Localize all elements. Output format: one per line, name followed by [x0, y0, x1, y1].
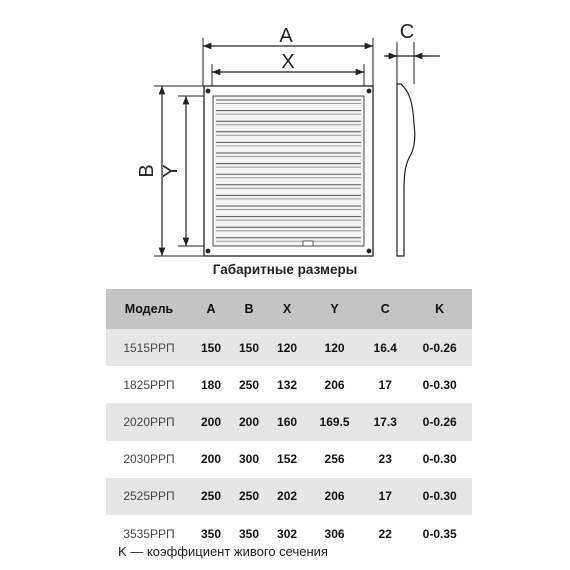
- cell-b: 250: [230, 478, 268, 515]
- cell-k: 0-0.30: [422, 452, 457, 467]
- cell-y: 169.5: [306, 403, 363, 440]
- label-x: X: [281, 51, 295, 73]
- cell-y: 206: [306, 478, 363, 515]
- header-k: K: [407, 289, 472, 329]
- table-row: [106, 329, 472, 366]
- cell-b: 300: [239, 452, 260, 467]
- specification-table: [106, 289, 472, 552]
- cell-model: 1515РРП: [106, 329, 192, 366]
- cell-x: 132: [277, 377, 298, 392]
- cell-b: 150: [230, 329, 268, 366]
- cell-y: 306: [324, 526, 345, 541]
- cell-x: 160: [268, 403, 306, 440]
- cell-a: 180: [200, 377, 222, 392]
- cell-a: 200: [200, 452, 222, 467]
- header-c: C: [363, 289, 407, 329]
- label-a: A: [279, 25, 293, 47]
- cell-model: 3535РРП: [123, 526, 175, 541]
- cell-x: 120: [268, 329, 306, 366]
- label-y: Y: [160, 164, 182, 178]
- cell-c: 16.4: [363, 329, 407, 366]
- header-x: X: [268, 289, 306, 329]
- table-header-row: [106, 289, 472, 329]
- cell-b: 350: [239, 526, 260, 541]
- cell-k: 0-0.30: [422, 377, 457, 392]
- table-row: [106, 441, 472, 478]
- cell-model: 1825РРП: [123, 377, 175, 392]
- cell-x: 202: [268, 478, 306, 515]
- cell-c: 22: [378, 526, 392, 541]
- cell-a: 200: [192, 403, 230, 440]
- cell-b: 200: [230, 403, 268, 440]
- label-b: B: [136, 164, 158, 178]
- label-c: C: [399, 21, 415, 43]
- cell-a: 250: [192, 478, 230, 515]
- header-model: Модель: [106, 289, 192, 329]
- cell-y: 206: [324, 377, 345, 392]
- grille-side-profile: [397, 84, 415, 256]
- grille-front-view: [204, 86, 373, 256]
- dimension-drawing: [0, 0, 570, 270]
- cell-y: 120: [306, 329, 363, 366]
- header-a: A: [192, 289, 230, 329]
- cell-x: 152: [277, 452, 298, 467]
- cell-model: 2030РРП: [123, 452, 175, 467]
- cell-a: 350: [200, 526, 222, 541]
- cell-k: 0-0.26: [407, 403, 472, 440]
- cell-c: 17.3: [363, 403, 407, 440]
- cell-c: 17: [363, 478, 407, 515]
- cell-a: 150: [192, 329, 230, 366]
- cell-model: 2525РРП: [106, 478, 192, 515]
- cell-k: 0-0.35: [422, 526, 457, 541]
- cell-y: 256: [324, 452, 345, 467]
- header-y: Y: [306, 289, 363, 329]
- table-row: [106, 403, 472, 440]
- cell-b: 250: [239, 377, 260, 392]
- cell-x: 302: [277, 526, 298, 541]
- cell-k: 0-0.26: [407, 329, 472, 366]
- footnote: K — коэффициент живого сечения: [118, 544, 328, 559]
- cell-k: 0-0.30: [407, 478, 472, 515]
- diagram-caption: Габаритные размеры: [212, 262, 358, 277]
- table-row: [106, 366, 472, 403]
- cell-c: 17: [378, 377, 392, 392]
- header-b: B: [230, 289, 268, 329]
- cell-c: 23: [378, 452, 392, 467]
- table-row: [106, 478, 472, 515]
- cell-model: 2020РРП: [106, 403, 192, 440]
